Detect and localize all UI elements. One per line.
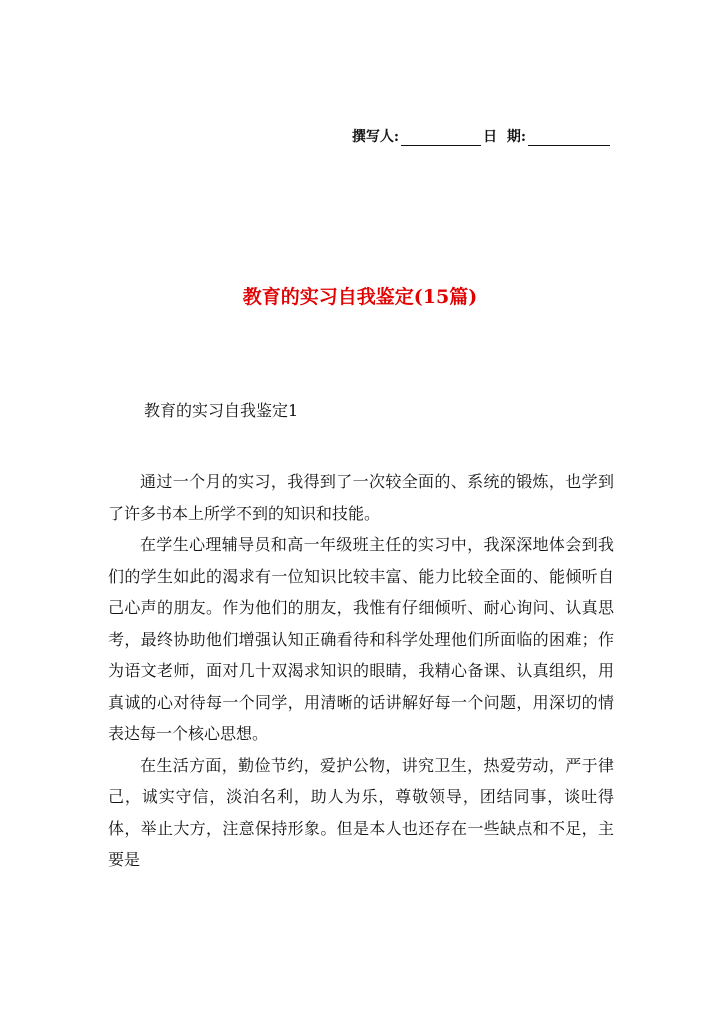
paragraph: 在学生心理辅导员和高一年级班主任的实习中，我深深地体会到我们的学生如此的渴求有一位知识比较丰富、能力比较全面的、能倾听自己心声的朋友。作为他们的朋友，我惟有仔细倾听、耐心询问、认真思考，最终协助他们增强认知正确看待和科学处理他们所面临的困难；作为语文老师，面对几十双渴求知识的眼睛，我精心备课、认真组织，用真诚的心对待每一个同学，用清晰的话讲解好每一个问题，用深切的情表达每一个核心思想。 [108, 535, 614, 743]
section-heading: 教育的实习自我鉴定1 [144, 401, 299, 420]
date-label: 日 期: [483, 129, 526, 145]
author-label: 撰写人: [351, 129, 400, 145]
document-title: 教育的实习自我鉴定(15篇) [242, 286, 478, 308]
document-body [108, 466, 614, 876]
date-blank [528, 131, 610, 146]
paragraph: 通过一个月的实习，我得到了一次较全面的、系统的锻炼，也学到了许多书本上所学不到的知识和技能。 [108, 472, 614, 523]
author-date-line [352, 126, 612, 146]
author-blank [401, 131, 481, 146]
paragraph: 在生活方面，勤俭节约，爱护公物，讲究卫生，热爱劳动，严于律己，诚实守信，淡泊名利，助人为乐，尊敬领导，团结同事，谈吐得体，举止大方，注意保持形象。但是本人也还存在一些缺点和不足，主要是 [108, 755, 614, 869]
